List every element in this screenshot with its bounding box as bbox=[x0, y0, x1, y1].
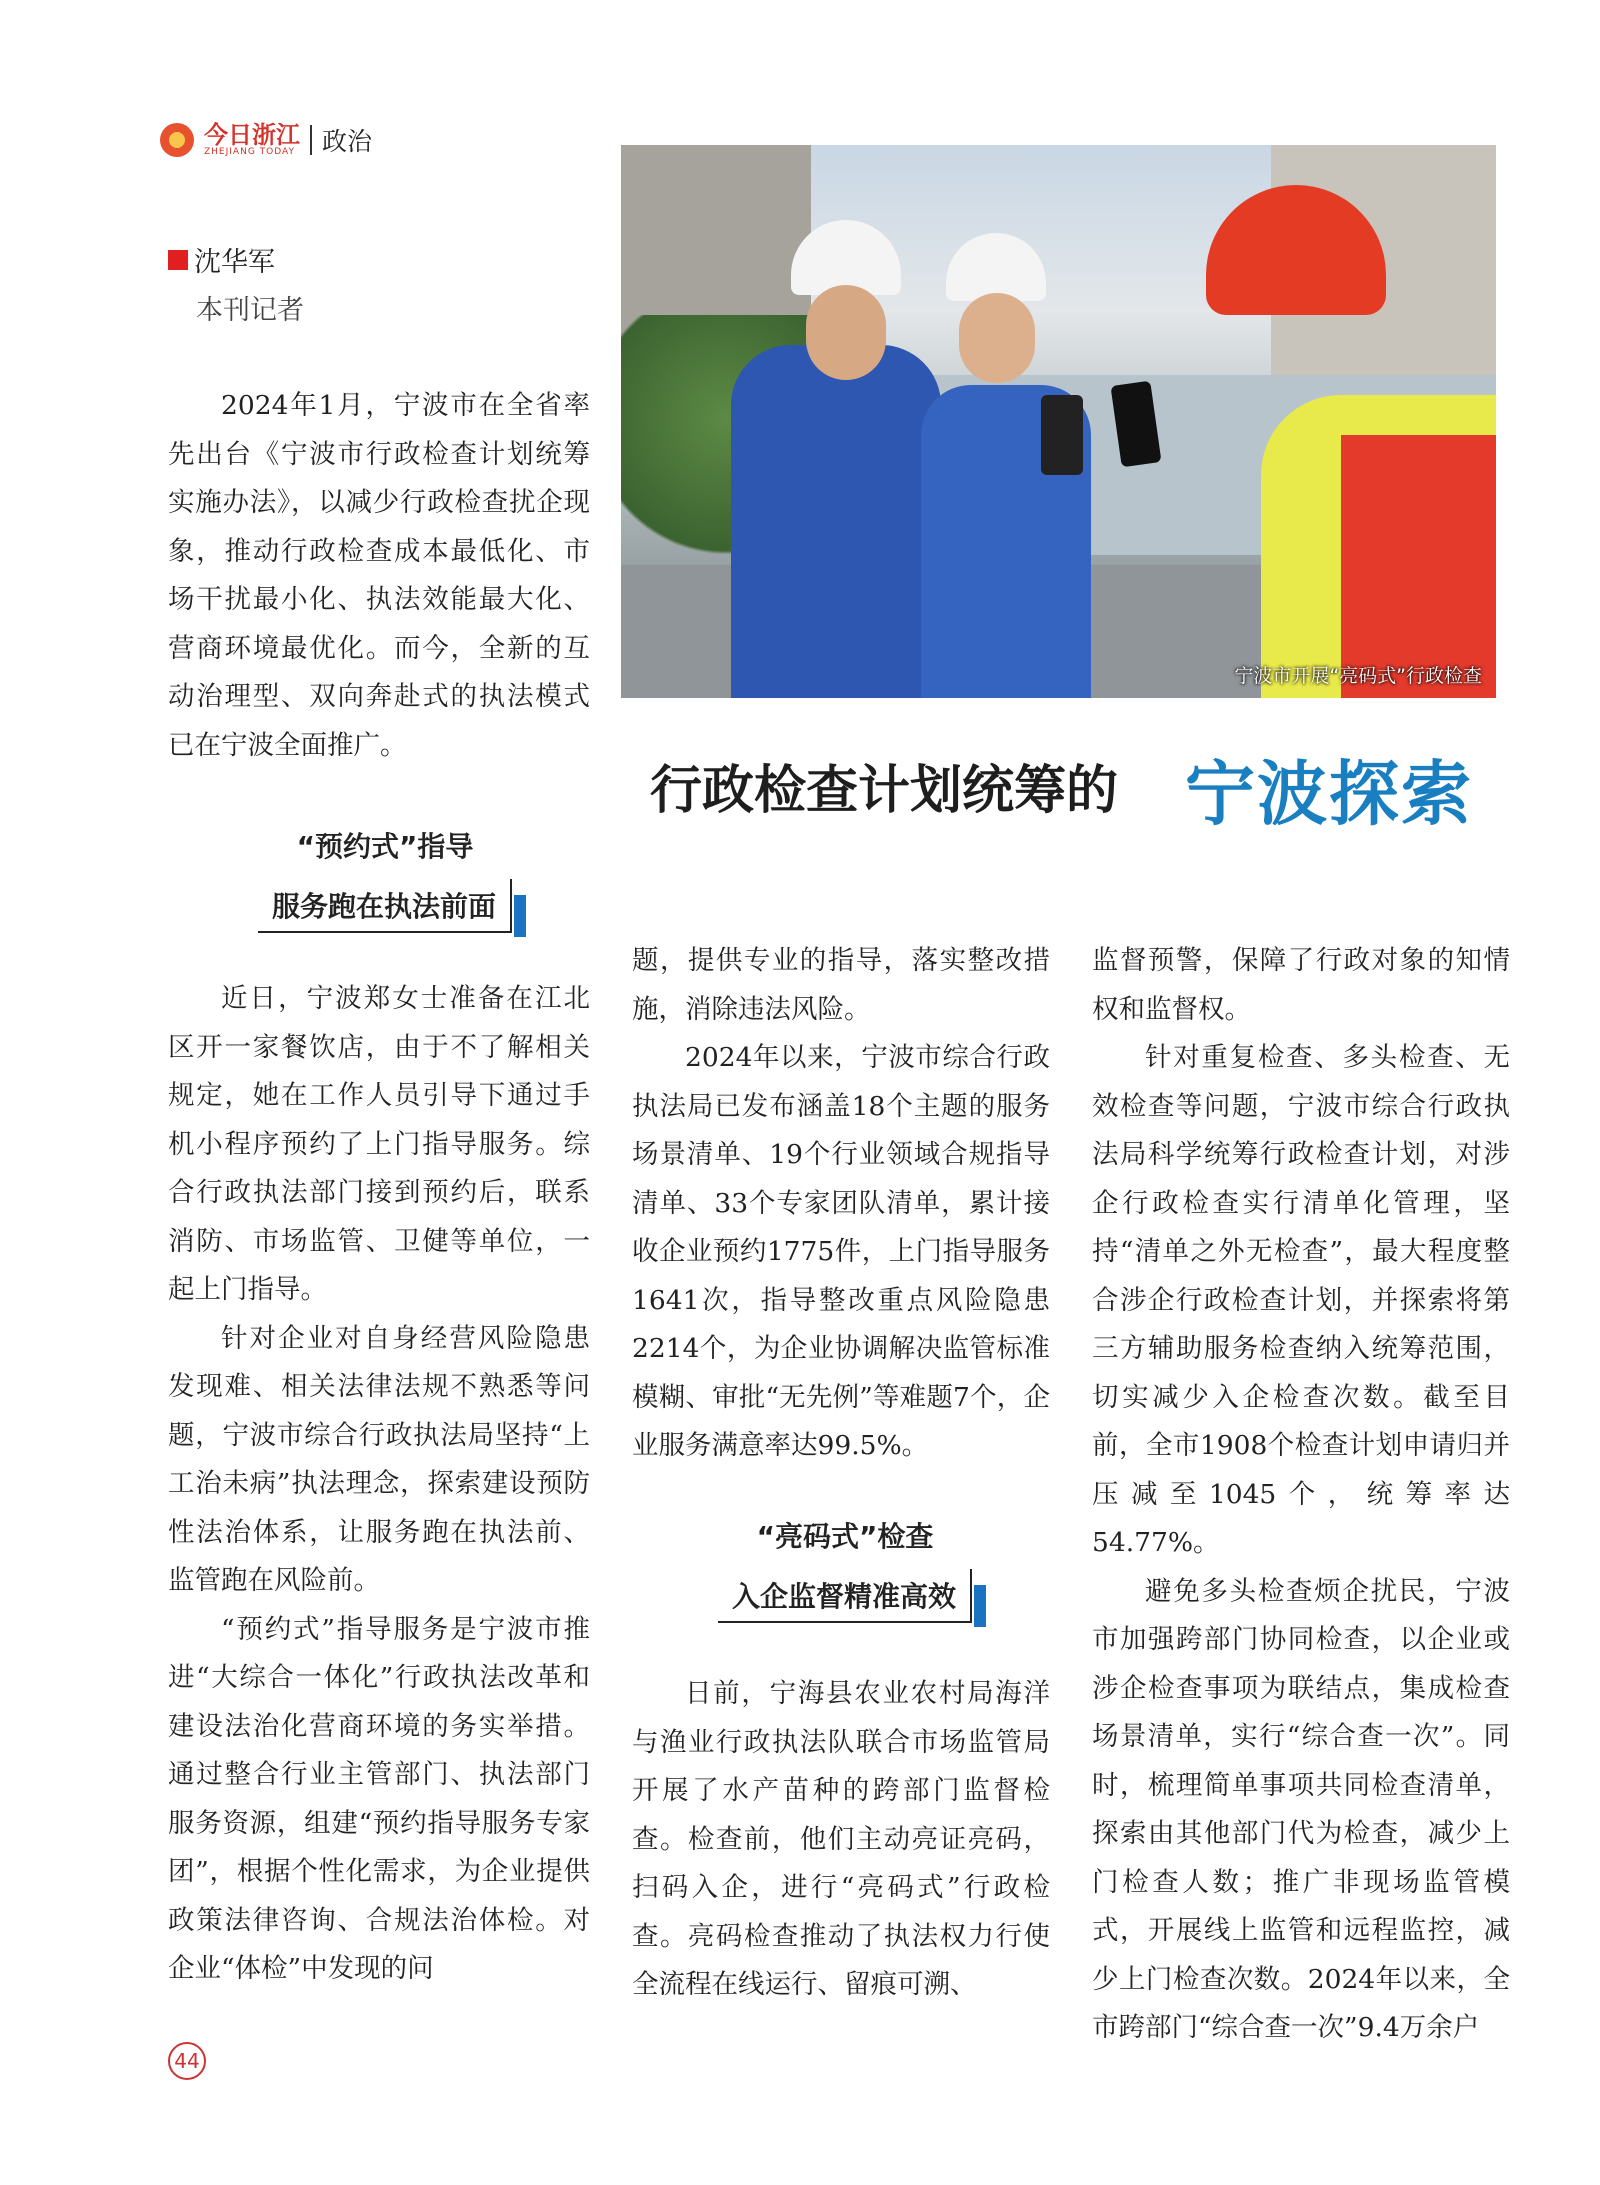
author-name: 沈华军 bbox=[194, 247, 275, 278]
paragraph: “预约式”指导服务是宁波市推进“大综合一体化”行政执法改革和建设法治化营商环境的务实举措。通过整合行业主管部门、执法部门服务资源，组建“预约指导服务专家团”，根据个性化需求，为企业提供政策法律咨询、合规法治体检。对企业“体检”中发现的问 bbox=[168, 1613, 590, 1984]
brand-name: 今日浙江 bbox=[204, 121, 300, 149]
photo-face-2 bbox=[959, 293, 1035, 383]
paragraph-continued: 监督预警，保障了行政对象的知情权和监督权。 bbox=[1092, 945, 1510, 1025]
brand-wordmark bbox=[204, 123, 300, 157]
subhead-1-line-1: “预约式”指导 bbox=[296, 830, 474, 863]
paragraph: 日前，宁海县农业农村局海洋与渔业行政执法队联合市场监管局开展了水产苗种的跨部门监督检查。检查前，他们主动亮证亮码，扫码入企，进行“亮码式”行政检查。亮码检查推动了执法权力行使全流程在线运行、留痕可溯、 bbox=[632, 1678, 1050, 2000]
masthead bbox=[160, 122, 372, 158]
subhead-1-line-2: 服务跑在执法前面 bbox=[258, 879, 512, 933]
photo-helmet-2 bbox=[946, 233, 1046, 301]
column-2-lower bbox=[632, 1670, 1050, 2010]
subhead-2 bbox=[680, 1515, 1010, 1623]
red-square-icon bbox=[168, 250, 188, 270]
paragraph: 近日，宁波郑女士准备在江北区开一家餐饮店，由于不了解相关规定，她在工作人员引导下通过手机小程序预约了上门指导服务。综合行政执法部门接到预约后，联系消防、市场监管、卫健等单位，一起上门指导。 bbox=[168, 983, 590, 1305]
subhead-2-line-1: “亮码式”检查 bbox=[756, 1520, 934, 1553]
subhead-1 bbox=[200, 825, 570, 933]
photo-phone-1 bbox=[1041, 395, 1083, 475]
paragraph-continued: 题，提供专业的指导，落实整改措施，消除违法风险。 bbox=[632, 945, 1050, 1025]
intro-paragraph: 2024年1月，宁波市在全省率先出台《宁波市行政检查计划统筹实施办法》，以减少行政检查扰企现象，推动行政检查成本最低化、市场干扰最小化、执法效能最大化、营商环境最优化。而今，全新的互动治理型、双向奔赴式的执法模式已在宁波全面推广。 bbox=[168, 390, 590, 761]
headline: 行政检查计划统筹的 bbox=[650, 760, 1119, 821]
paragraph: 2024年以来，宁波市综合行政执法局已发布涵盖18个主题的服务场景清单、19个行业领域合规指导清单、33个专家团队清单，累计接收企业预约1775件，上门指导服务1641次，指导整改重点风险隐患2214个，为企业协调解决监管标准模糊、审批“无先例”等难题7个，企业服务满意率达99.5%。 bbox=[632, 1042, 1050, 1461]
photo-vest bbox=[1341, 435, 1496, 698]
photo-caption: 宁波市开展“亮码式”行政检查 bbox=[1234, 665, 1482, 687]
photo-face-1 bbox=[806, 285, 886, 380]
paragraph: 针对重复检查、多头检查、无效检查等问题，宁波市综合行政执法局科学统筹行政检查计划，对涉企行政检查实行清单化管理，坚持“清单之外无检查”，最大程度整合涉企行政检查计划，并探索将第三方辅助服务检查纳入统筹范围，切实减少入企检查次数。截至目前，全市1908个检查计划申请归并压减至1045个，统筹率达54.77%。 bbox=[1092, 1042, 1510, 1558]
photo-officer-1 bbox=[731, 345, 941, 698]
column-3-body bbox=[1092, 937, 1510, 2053]
column-1-intro bbox=[168, 382, 590, 770]
paragraph: 针对企业对自身经营风险隐患发现难、相关法律法规不熟悉等问题，宁波市综合行政执法局坚持“上工治未病”执法理念，探索建设预防性法治体系，让服务跑在执法前、监管跑在风险前。 bbox=[168, 1322, 590, 1596]
brand-subtitle: ZHEJIANG TODAY bbox=[204, 147, 295, 157]
header-divider bbox=[310, 125, 312, 155]
column-1-body bbox=[168, 975, 590, 1994]
article-photo bbox=[621, 145, 1496, 698]
section-label: 政治 bbox=[322, 127, 373, 156]
author-role: 本刊记者 bbox=[196, 295, 304, 326]
headline-highlight: 宁波探索 bbox=[1185, 753, 1473, 835]
paragraph: 避免多头检查烦企扰民，宁波市加强跨部门协同检查，以企业或涉企检查事项为联结点，集成检查场景清单，实行“综合查一次”。同时，梳理简单事项共同检查清单，探索由其他部门代为检查，减少上门检查人数；推广非现场监管模式，开展线上监管和远程监控，减少上门检查次数。2024年以来，全市跨部门“综合查一次”9.4万余户 bbox=[1092, 1575, 1510, 2043]
author-line bbox=[168, 240, 275, 279]
page-number: 44 bbox=[168, 2042, 206, 2080]
brand-logo-icon bbox=[160, 123, 194, 157]
subhead-2-line-2: 入企监督精准高效 bbox=[718, 1569, 972, 1623]
column-2-body bbox=[632, 937, 1050, 1471]
